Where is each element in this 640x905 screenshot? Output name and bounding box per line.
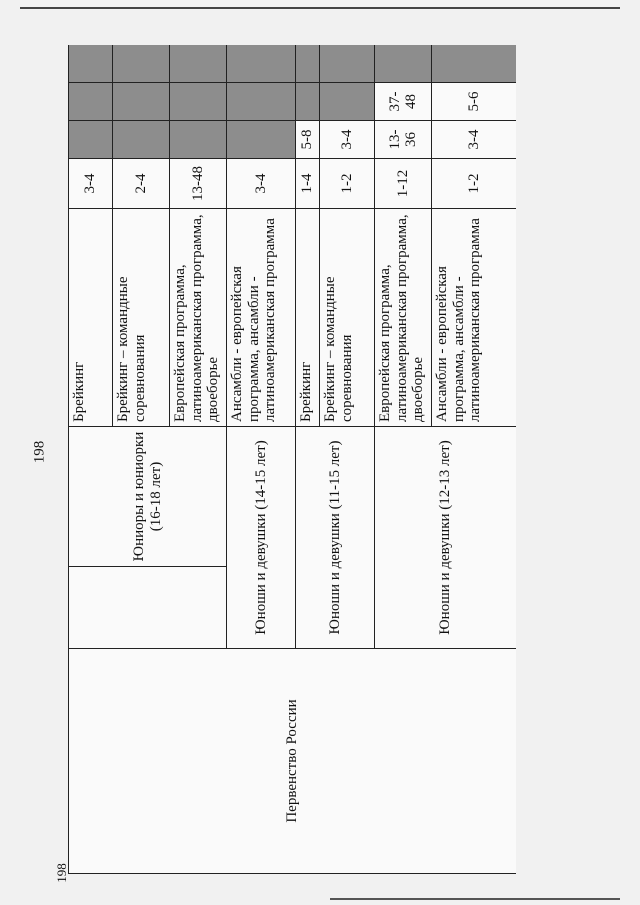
age-group-cell: Юноши и девушки (11-15 лет) [296, 427, 375, 649]
discipline-cell: Ансамбли - европейская программа, ансамбли - латиноамериканская программа [227, 209, 296, 427]
hatched-cell [227, 121, 296, 159]
discipline-cell: Брейкинг [69, 209, 113, 427]
hatched-cell [170, 121, 227, 159]
discipline-cell: Брейкинг [296, 209, 320, 427]
value-cell: 1-12 [375, 159, 432, 209]
discipline-cell: Европейская программа, латиноамериканская программа, двоеборье [375, 209, 432, 427]
value-cell: 13-48 [170, 159, 227, 209]
value-cell: 1-2 [320, 159, 375, 209]
competition-cell: Первенство России [69, 649, 517, 874]
discipline-cell: Европейская программа, латиноамериканская программа, двоеборье [170, 209, 227, 427]
page-number-bottom: 198 [54, 863, 69, 883]
bottom-border-line [330, 898, 620, 900]
value-cell: 37-48 [375, 83, 432, 121]
hatched-cell [320, 83, 375, 121]
value-cell: 1-4 [296, 159, 320, 209]
age-group-cell: Юноши и девушки (14-15 лет) [227, 427, 296, 649]
value-cell: 2-4 [113, 159, 170, 209]
hatched-cell [432, 45, 517, 83]
hatched-cell [227, 45, 296, 83]
hatched-cell [69, 45, 113, 83]
value-cell: 1-2 [432, 159, 517, 209]
hatched-cell [113, 45, 170, 83]
ranking-table [68, 45, 516, 874]
value-cell: 5-6 [432, 83, 517, 121]
discipline-cell: Брейкинг – командные соревнования [113, 209, 170, 427]
rotated-table-frame [68, 45, 516, 874]
discipline-cell: Ансамбли - европейская программа, ансамбли - латиноамериканская программа [432, 209, 517, 427]
hatched-cell [296, 45, 320, 83]
hatched-cell [113, 121, 170, 159]
value-cell: 3-4 [227, 159, 296, 209]
value-cell: 5-8 [296, 121, 320, 159]
value-cell: 3-4 [320, 121, 375, 159]
page-number: 198 [31, 440, 48, 464]
hatched-cell [320, 45, 375, 83]
hatched-cell [375, 45, 432, 83]
value-cell: 3-4 [432, 121, 517, 159]
hatched-cell [69, 121, 113, 159]
value-cell: 3-4 [69, 159, 113, 209]
discipline-cell: Брейкинг – командные соревнования [320, 209, 375, 427]
hatched-cell [170, 83, 227, 121]
value-cell: 13-36 [375, 121, 432, 159]
hatched-cell [296, 83, 320, 121]
hatched-cell [113, 83, 170, 121]
hatched-cell [69, 83, 113, 121]
age-group-cell: Юниоры и юниорки (16-18 лет) [69, 427, 227, 567]
top-border-line [20, 7, 620, 9]
hatched-cell [227, 83, 296, 121]
hatched-cell [170, 45, 227, 83]
age-group-cell: Юноши и девушки (12-13 лет) [375, 427, 517, 649]
